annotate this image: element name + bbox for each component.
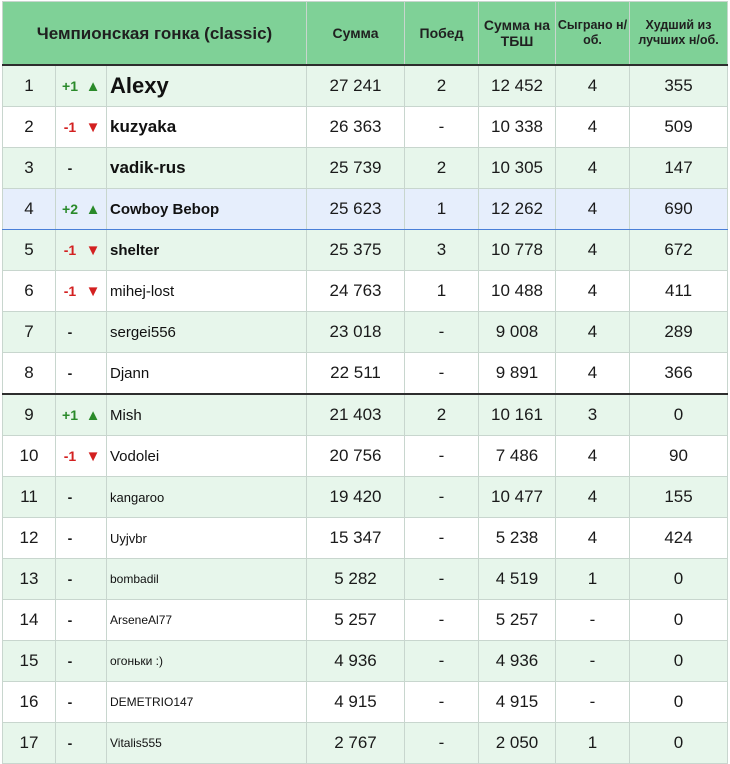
cell-worst[interactable]: 366	[630, 353, 728, 395]
cell-worst[interactable]: 690	[630, 189, 728, 230]
cell-sum[interactable]: 5 282	[307, 559, 405, 600]
cell-change[interactable]	[56, 230, 107, 271]
cell-worst[interactable]: 0	[630, 394, 728, 436]
table-row[interactable]	[3, 682, 728, 723]
cell-wins[interactable]: 1	[405, 271, 479, 312]
cell-change[interactable]	[56, 559, 107, 600]
cell-played[interactable]: 4	[556, 230, 630, 271]
cell-played[interactable]: 4	[556, 271, 630, 312]
change-value: +1	[62, 77, 78, 94]
cell-wins[interactable]: -	[405, 353, 479, 395]
table-title: Чемпионская гонка (classic)	[3, 2, 307, 66]
cell-player-name[interactable]: kangaroo	[107, 477, 307, 518]
change-value: -	[67, 365, 73, 381]
cell-worst[interactable]: 0	[630, 559, 728, 600]
col-header-played[interactable]: Сыграно н/об.	[556, 2, 630, 66]
table-row[interactable]	[3, 189, 728, 230]
change-value: -1	[63, 241, 77, 258]
cell-player-name[interactable]: Vodolei	[107, 436, 307, 477]
cell-rank[interactable]: 12	[3, 518, 56, 559]
cell-change[interactable]	[56, 723, 107, 764]
cell-player-name[interactable]: vadik-rus	[107, 148, 307, 189]
cell-worst[interactable]: 155	[630, 477, 728, 518]
cell-sum[interactable]: 24 763	[307, 271, 405, 312]
change-value: -	[67, 571, 73, 587]
cell-played[interactable]: 4	[556, 353, 630, 395]
cell-player-name[interactable]: Cowboy Bebop	[107, 189, 307, 230]
cell-played[interactable]: 1	[556, 559, 630, 600]
cell-rank[interactable]: 17	[3, 723, 56, 764]
cell-sum[interactable]: 25 623	[307, 189, 405, 230]
cell-wins[interactable]: -	[405, 436, 479, 477]
cell-played[interactable]: 3	[556, 394, 630, 436]
cell-change[interactable]	[56, 353, 107, 395]
cell-wins[interactable]: 1	[405, 189, 479, 230]
cell-played[interactable]: 1	[556, 723, 630, 764]
col-header-wins[interactable]: Побед	[405, 2, 479, 66]
cell-change[interactable]	[56, 394, 107, 436]
cell-rank[interactable]: 5	[3, 230, 56, 271]
cell-change[interactable]	[56, 477, 107, 518]
cell-worst[interactable]: 424	[630, 518, 728, 559]
table-row[interactable]	[3, 723, 728, 764]
cell-sum-tbsh[interactable]: 4 915	[479, 682, 556, 723]
cell-player-name[interactable]: ArseneAl77	[107, 600, 307, 641]
cell-sum-tbsh[interactable]: 5 257	[479, 600, 556, 641]
cell-wins[interactable]: -	[405, 477, 479, 518]
table-row[interactable]	[3, 641, 728, 682]
cell-change[interactable]	[56, 600, 107, 641]
table-row[interactable]	[3, 600, 728, 641]
table-row[interactable]	[3, 477, 728, 518]
cell-wins[interactable]: -	[405, 641, 479, 682]
cell-worst[interactable]: 672	[630, 230, 728, 271]
cell-played[interactable]: 4	[556, 107, 630, 148]
arrow-down-icon: ▼	[85, 241, 101, 259]
cell-player-name[interactable]: shelter	[107, 230, 307, 271]
cell-sum-tbsh[interactable]: 10 778	[479, 230, 556, 271]
cell-sum-tbsh[interactable]: 4 519	[479, 559, 556, 600]
cell-played[interactable]: 4	[556, 65, 630, 107]
cell-player-name[interactable]: DEMETRIO147	[107, 682, 307, 723]
cell-change[interactable]	[56, 148, 107, 189]
cell-change[interactable]	[56, 436, 107, 477]
cell-wins[interactable]: -	[405, 723, 479, 764]
standings-body	[3, 65, 728, 764]
cell-sum[interactable]: 25 375	[307, 230, 405, 271]
cell-played[interactable]: 4	[556, 189, 630, 230]
cell-played[interactable]: -	[556, 641, 630, 682]
change-value: -	[67, 653, 73, 669]
change-value: -	[67, 160, 73, 176]
cell-change[interactable]	[56, 641, 107, 682]
cell-sum[interactable]: 25 739	[307, 148, 405, 189]
cell-player-name[interactable]: Vitalis555	[107, 723, 307, 764]
arrow-down-icon: ▼	[85, 282, 101, 300]
cell-player-name[interactable]: огоньки :)	[107, 641, 307, 682]
cell-player-name[interactable]: sergei556	[107, 312, 307, 353]
cell-worst[interactable]: 0	[630, 600, 728, 641]
cell-worst[interactable]: 355	[630, 65, 728, 107]
cell-sum[interactable]: 20 756	[307, 436, 405, 477]
standings-table	[2, 1, 728, 764]
cell-change[interactable]	[56, 189, 107, 230]
arrow-down-icon: ▼	[85, 118, 101, 136]
cell-sum[interactable]: 23 018	[307, 312, 405, 353]
cell-wins[interactable]: -	[405, 559, 479, 600]
table-row[interactable]	[3, 518, 728, 559]
change-value: -	[67, 735, 73, 751]
col-header-sum[interactable]: Сумма	[307, 2, 405, 66]
cell-wins[interactable]: 3	[405, 230, 479, 271]
cell-player-name[interactable]: Uyjvbr	[107, 518, 307, 559]
cell-sum-tbsh[interactable]: 9 891	[479, 353, 556, 395]
change-value: -1	[63, 282, 77, 299]
cell-sum-tbsh[interactable]: 4 936	[479, 641, 556, 682]
cell-played[interactable]: 4	[556, 312, 630, 353]
cell-sum-tbsh[interactable]: 10 305	[479, 148, 556, 189]
cell-player-name[interactable]: bombadil	[107, 559, 307, 600]
cell-wins[interactable]: -	[405, 682, 479, 723]
cell-sum[interactable]: 15 347	[307, 518, 405, 559]
cell-player-name[interactable]: kuzyaka	[107, 107, 307, 148]
cell-sum-tbsh[interactable]: 5 238	[479, 518, 556, 559]
cell-sum-tbsh[interactable]: 9 008	[479, 312, 556, 353]
cell-rank[interactable]: 4	[3, 189, 56, 230]
cell-sum[interactable]: 4 936	[307, 641, 405, 682]
cell-player-name[interactable]: Mish	[107, 394, 307, 436]
cell-sum-tbsh[interactable]: 10 477	[479, 477, 556, 518]
arrow-up-icon: ▲	[85, 77, 101, 95]
cell-rank[interactable]: 16	[3, 682, 56, 723]
cell-player-name[interactable]: Djann	[107, 353, 307, 395]
cell-player-name[interactable]: Alexy	[107, 65, 307, 107]
table-row[interactable]	[3, 107, 728, 148]
table-row[interactable]	[3, 559, 728, 600]
cell-worst[interactable]: 289	[630, 312, 728, 353]
cell-played[interactable]: 4	[556, 518, 630, 559]
cell-wins[interactable]: 2	[405, 148, 479, 189]
col-header-worst[interactable]: Худший из лучших н/об.	[630, 2, 728, 66]
table-row[interactable]	[3, 271, 728, 312]
cell-change[interactable]	[56, 107, 107, 148]
table-row[interactable]	[3, 230, 728, 271]
cell-change[interactable]	[56, 312, 107, 353]
cell-wins[interactable]: -	[405, 518, 479, 559]
cell-sum[interactable]: 27 241	[307, 65, 405, 107]
table-row[interactable]	[3, 436, 728, 477]
table-row[interactable]	[3, 353, 728, 395]
cell-rank[interactable]: 14	[3, 600, 56, 641]
cell-wins[interactable]: 2	[405, 394, 479, 436]
cell-worst[interactable]: 147	[630, 148, 728, 189]
cell-worst[interactable]: 509	[630, 107, 728, 148]
cell-change[interactable]	[56, 65, 107, 107]
cell-rank[interactable]: 9	[3, 394, 56, 436]
cell-wins[interactable]: -	[405, 600, 479, 641]
cell-rank[interactable]: 6	[3, 271, 56, 312]
cell-sum[interactable]: 22 511	[307, 353, 405, 395]
header-row	[3, 2, 728, 66]
change-value: -	[67, 612, 73, 628]
cell-sum[interactable]: 26 363	[307, 107, 405, 148]
cell-worst[interactable]: 0	[630, 641, 728, 682]
table-row[interactable]	[3, 65, 728, 107]
change-value: +2	[62, 200, 78, 217]
cell-sum[interactable]: 5 257	[307, 600, 405, 641]
cell-sum-tbsh[interactable]: 12 452	[479, 65, 556, 107]
cell-sum[interactable]: 21 403	[307, 394, 405, 436]
cell-player-name[interactable]: mihej-lost	[107, 271, 307, 312]
change-value: -	[67, 694, 73, 710]
change-value: +1	[62, 406, 78, 423]
cell-rank[interactable]: 13	[3, 559, 56, 600]
change-value: -1	[63, 447, 77, 464]
cell-change[interactable]	[56, 518, 107, 559]
cell-sum-tbsh[interactable]: 7 486	[479, 436, 556, 477]
cell-sum[interactable]: 19 420	[307, 477, 405, 518]
cell-wins[interactable]: 2	[405, 65, 479, 107]
change-value: -	[67, 324, 73, 340]
arrow-up-icon: ▲	[85, 406, 101, 424]
cell-rank[interactable]: 7	[3, 312, 56, 353]
cell-worst[interactable]: 0	[630, 682, 728, 723]
cell-change[interactable]	[56, 271, 107, 312]
table-row[interactable]	[3, 312, 728, 353]
cell-rank[interactable]: 15	[3, 641, 56, 682]
cell-wins[interactable]: -	[405, 107, 479, 148]
cell-rank[interactable]: 8	[3, 353, 56, 395]
cell-sum[interactable]: 2 767	[307, 723, 405, 764]
cell-rank[interactable]: 3	[3, 148, 56, 189]
change-value: -	[67, 489, 73, 505]
arrow-up-icon: ▲	[85, 200, 101, 218]
cell-worst[interactable]: 90	[630, 436, 728, 477]
cell-played[interactable]: -	[556, 600, 630, 641]
cell-worst[interactable]: 0	[630, 723, 728, 764]
cell-sum[interactable]: 4 915	[307, 682, 405, 723]
cell-rank[interactable]: 10	[3, 436, 56, 477]
cell-rank[interactable]: 2	[3, 107, 56, 148]
cell-sum-tbsh[interactable]: 12 262	[479, 189, 556, 230]
change-value: -	[67, 530, 73, 546]
cell-sum-tbsh[interactable]: 10 488	[479, 271, 556, 312]
change-value: -1	[63, 118, 77, 135]
cell-rank[interactable]: 11	[3, 477, 56, 518]
cell-wins[interactable]: -	[405, 312, 479, 353]
cell-sum-tbsh[interactable]: 2 050	[479, 723, 556, 764]
table-row[interactable]	[3, 394, 728, 436]
cell-worst[interactable]: 411	[630, 271, 728, 312]
cell-sum-tbsh[interactable]: 10 338	[479, 107, 556, 148]
cell-rank[interactable]: 1	[3, 65, 56, 107]
col-header-sum-tbsh[interactable]: Сумма на ТБШ	[479, 2, 556, 66]
cell-played[interactable]: 4	[556, 477, 630, 518]
cell-sum-tbsh[interactable]: 10 161	[479, 394, 556, 436]
arrow-down-icon: ▼	[85, 447, 101, 465]
table-row[interactable]	[3, 148, 728, 189]
cell-played[interactable]: 4	[556, 436, 630, 477]
cell-change[interactable]	[56, 682, 107, 723]
cell-played[interactable]: -	[556, 682, 630, 723]
cell-played[interactable]: 4	[556, 148, 630, 189]
